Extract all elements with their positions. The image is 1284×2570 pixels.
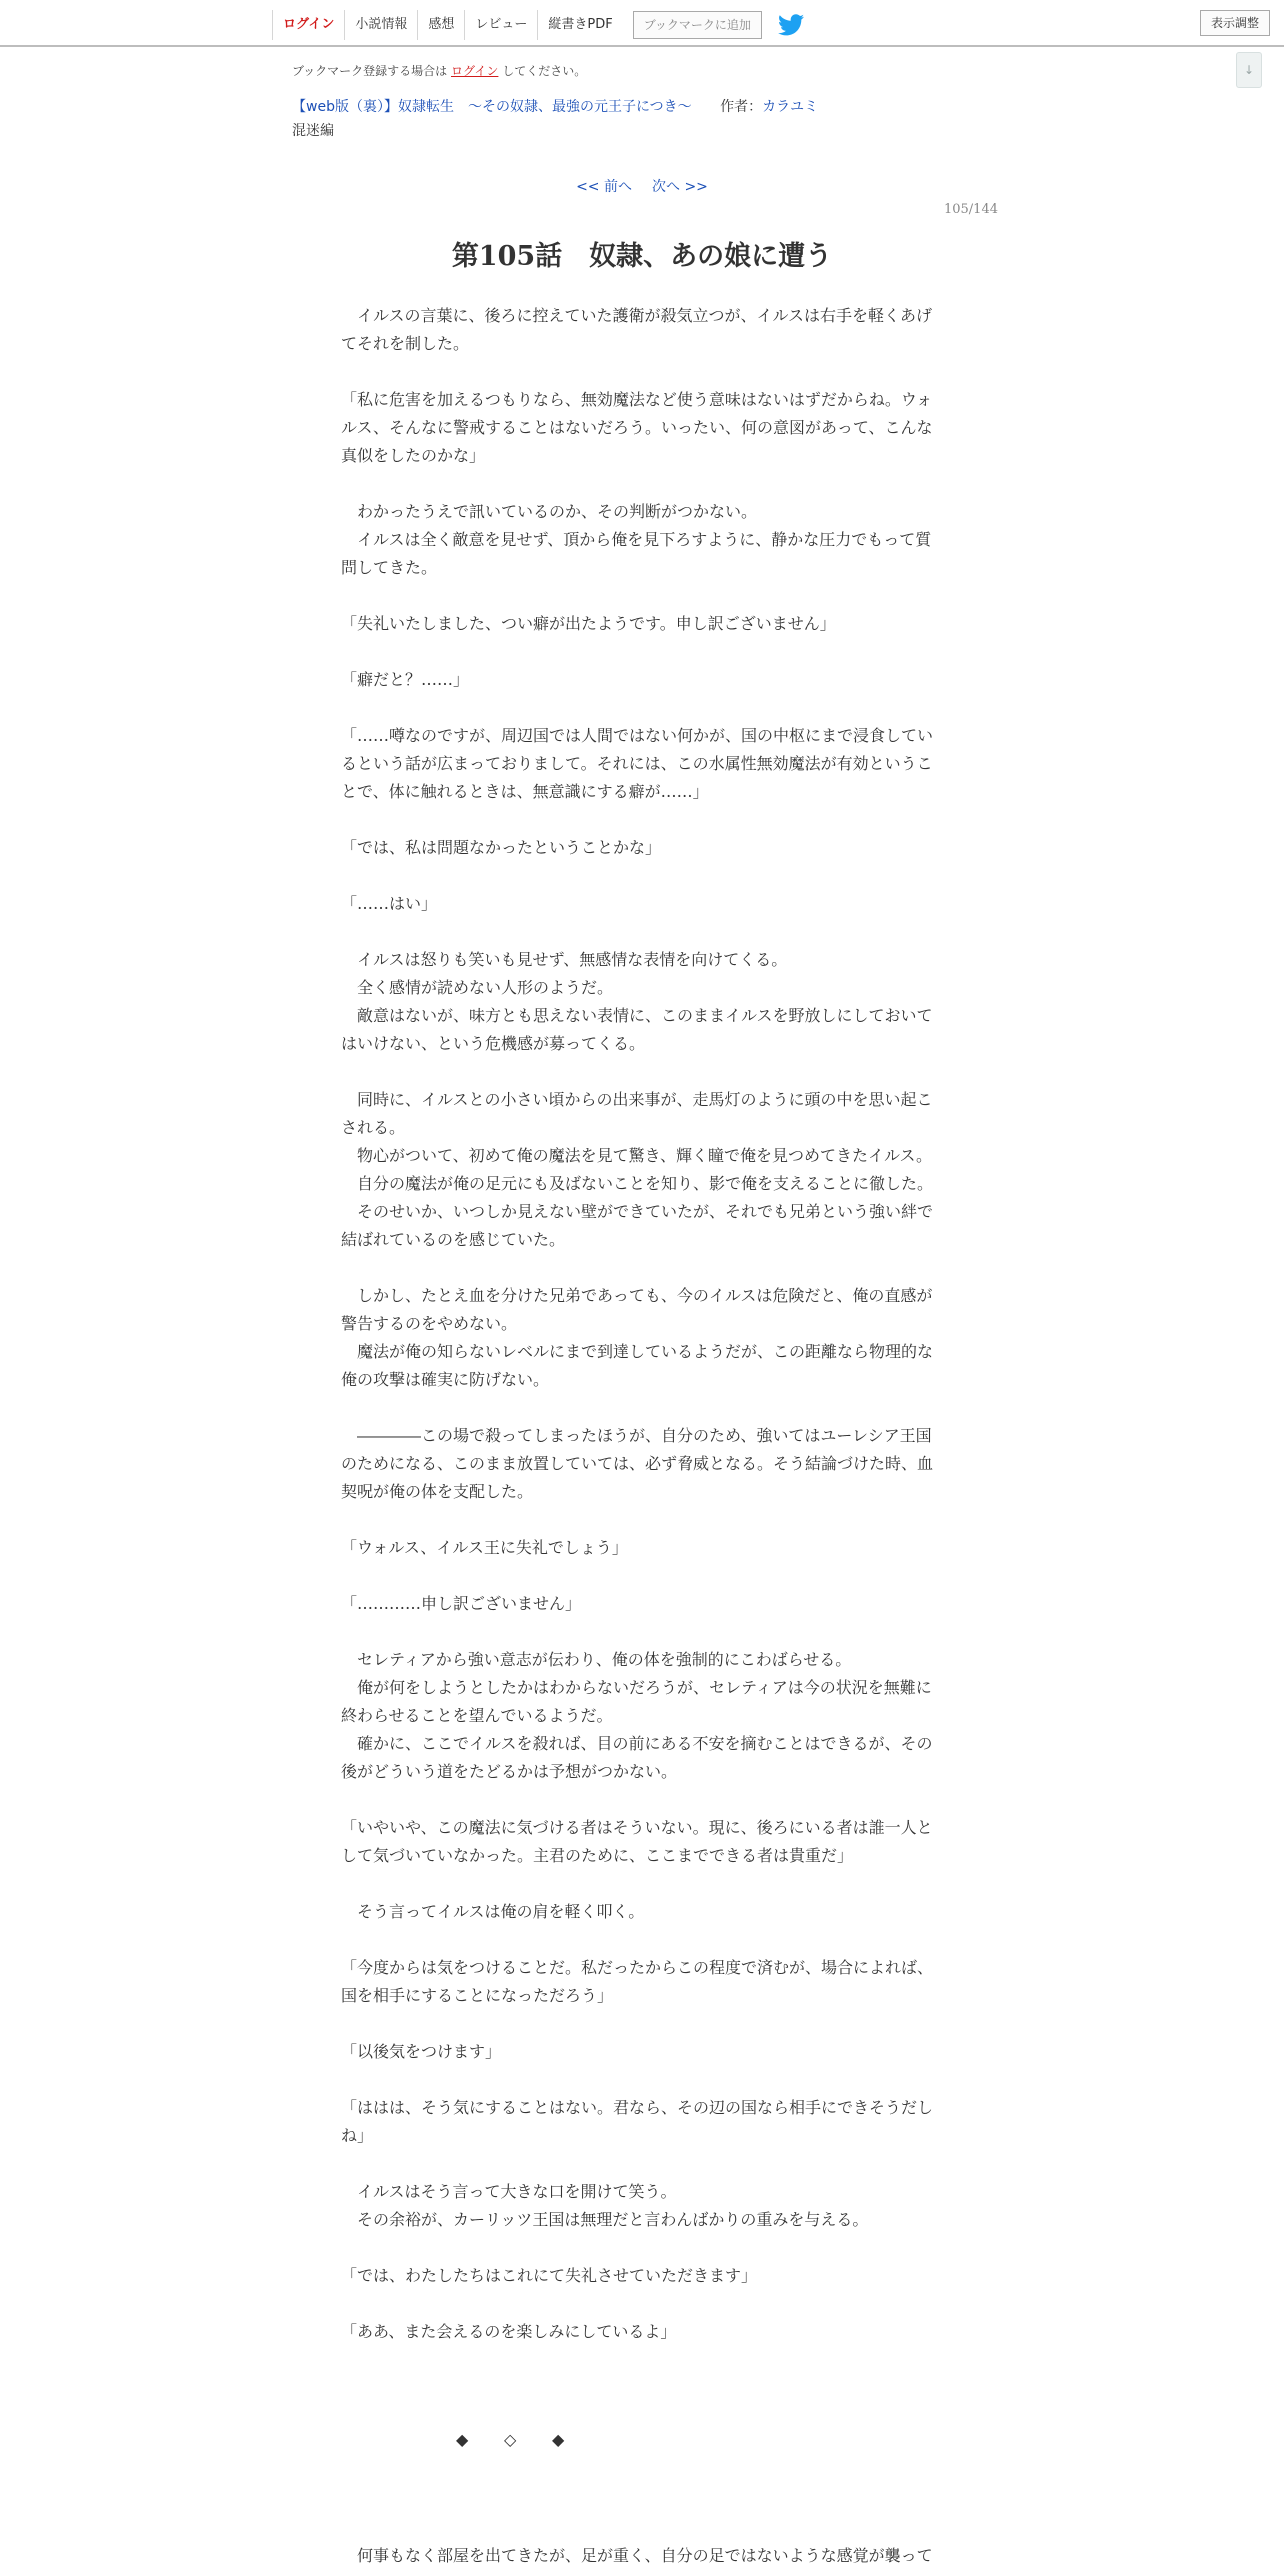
paragraph-gap [341,2234,941,2262]
scroll-down-tab[interactable]: ↓ [1236,52,1262,88]
body-paragraph: 全く感情が読めない人形のようだ。 [341,978,614,997]
paragraph-gap [341,862,941,890]
paragraph-gap [341,918,941,946]
body-paragraph: 「ああ、また会えるのを楽しみにしているよ」 [341,2322,677,2341]
series-info [292,96,818,116]
nav-novel-info[interactable]: 小説情報 [344,10,417,40]
display-settings-button[interactable]: 表示調整 [1200,10,1270,36]
paragraph-gap [341,1254,941,1282]
body-paragraph: 「……はい」 [341,894,438,913]
body-paragraph: イルスはそう言って大きな口を開けて笑う。 [341,2182,677,2201]
separator-diamond: ◆ [552,2430,565,2449]
paragraph-gap [341,2066,941,2094]
body-paragraph: わかったうえで訊いているのか、その判断がつかない。 [341,502,758,521]
body-paragraph: 「では、私は問題なかったということかな」 [341,838,662,857]
chapter-group-name: 混迷編 [292,123,334,139]
paragraph-gap [341,1394,941,1422]
paragraph-gap [341,582,941,610]
body-continuation: 何事もなく部屋を出てきたが、足が重く、自分の足ではないような感覚が襲って [341,2546,933,2565]
body-paragraph: 物心がついて、初めて俺の魔法を見て驚き、輝く瞳で俺を見つめてきたイルス。 [341,1146,933,1165]
bookmark-login-notice [292,62,586,79]
body-paragraph: 「今度からは気をつけることだ。私だったからこの程度で済むが、場合によれば、国を相手にすることになっただろう」 [341,1958,934,2005]
series-title-link[interactable]: 【web版（裏）】奴隷転生 ～その奴隷、最強の元王子につき～ [292,99,692,115]
body-paragraph: しかし、たとえ血を分けた兄弟であっても、今のイルスは危険だと、俺の直感が警告するのをやめない。 [341,1286,933,1333]
body-paragraph: 「癖だと？……」 [341,670,470,689]
body-paragraph: そう言ってイルスは俺の肩を軽く叩く。 [341,1902,645,1921]
novel-body [341,302,941,2346]
add-bookmark-button[interactable]: ブックマークに追加 [633,11,762,39]
chapter-pager [0,176,1284,196]
paragraph-gap [341,1618,941,1646]
body-paragraph: 「以後気をつけます」 [341,2042,502,2061]
section-separator [456,2430,600,2449]
body-paragraph: 「ははは、そう気にすることはない。君なら、その辺の国なら相手にできそうだしね」 [341,2098,934,2145]
paragraph-gap [341,2150,941,2178]
body-paragraph: 俺が何をしようとしたかはわからないだろうが、セレティアは今の状況を無難に終わらせることを望んでいるようだ。 [341,1678,932,1725]
paragraph-gap [341,1926,941,1954]
notice-login-link[interactable]: ログイン [451,64,499,78]
paragraph-gap [341,2290,941,2318]
body-paragraph: イルスは全く敵意を見せず、頂から俺を見下ろすように、静かな圧力でもって質問してきた。 [341,530,932,577]
next-chapter-link[interactable]: 次へ >> [652,179,708,195]
nav-review[interactable]: レビュー [464,10,537,40]
top-navigation-bar [0,0,1284,47]
body-paragraph: 同時に、イルスとの小さい頃からの出来事が、走馬灯のように頭の中を思い起こされる。 [341,1090,933,1137]
paragraph-gap [341,806,941,834]
body-paragraph: 確かに、ここでイルスを殺れば、目の前にある不安を摘むことはできるが、その後がどういう道をたどるかは予想がつかない。 [341,1734,933,1781]
body-paragraph: その余裕が、カーリッツ王国は無理だと言わんばかりの重みを与える。 [341,2210,869,2229]
paragraph-gap [341,1506,941,1534]
paragraph-gap [341,694,941,722]
body-paragraph: 「…………申し訳ございません」 [341,1594,582,1613]
body-paragraph: イルスは怒りも笑いも見せず、無感情な表情を向けてくる。 [341,950,788,969]
paragraph-gap [341,2010,941,2038]
body-paragraph: 「では、わたしたちはこれにて失礼させていただきます」 [341,2266,758,2285]
body-paragraph: 敵意はないが、味方とも思えない表情に、このままイルスを野放しにしておいてはいけない、という危機感が募ってくる。 [341,1006,933,1053]
body-paragraph: セレティアから強い意志が伝わり、俺の体を強制的にこわばらせる。 [341,1650,852,1669]
paragraph-gap [341,1058,941,1086]
paragraph-gap [341,358,941,386]
nav-vertical-pdf[interactable]: 縦書きPDF [537,10,622,40]
paragraph-gap [341,1786,941,1814]
page-count: 105/144 [943,202,998,217]
separator-diamond: ◆ [456,2430,469,2449]
nav-impressions[interactable]: 感想 [417,10,464,40]
author-label: 作者： [720,99,763,115]
paragraph-gap [341,1562,941,1590]
prev-chapter-link[interactable]: << 前へ [576,179,632,195]
notice-prefix: ブックマーク登録する場合は [292,64,448,78]
paragraph-gap [341,1870,941,1898]
body-paragraph: 魔法が俺の知らないレベルにまで到達しているようだが、この距離なら物理的な俺の攻撃は確実に防げない。 [341,1342,934,1389]
body-paragraph: 「失礼いたしました、つい癖が出たようです。申し訳ございません」 [341,614,836,633]
body-paragraph: 「……噂なのですが、周辺国では人間ではない何かが、国の中枢にまで浸食しているという話が広まっておりまして。それには、この水属性無効魔法が有効ということで、体に触れるときは、無意識にする癖が……」 [341,726,934,801]
paragraph-gap [341,638,941,666]
author-link[interactable]: カラユミ [762,99,819,115]
body-paragraph: 「私に危害を加えるつもりなら、無効魔法など使う意味はないはずだからね。ウォルス、そんなに警戒することはないだろう。いったい、何の意図があって、こんな真似をしたのかな」 [341,390,933,465]
body-paragraph: ――――この場で殺ってしまったほうが、自分のため、強いてはユーレシア王国のためになる、このまま放置していては、必ず脅威となる。そう結論づけた時、血契呪が俺の体を支配した。 [341,1426,934,1501]
notice-suffix: してください。 [502,64,587,78]
paragraph-gap [341,470,941,498]
chapter-title: 第105話 奴隷、あの娘に遭う [451,241,833,272]
separator-diamond-outline: ◇ [504,2430,517,2449]
body-paragraph: 「ウォルス、イルス王に失礼でしょう」 [341,1538,628,1557]
body-paragraph: 自分の魔法が俺の足元にも及ばないことを知り、影で俺を支えることに徹した。 [341,1174,934,1193]
body-paragraph: イルスの言葉に、後ろに控えていた護衛が殺気立つが、イルスは右手を軽くあげてそれを制した。 [341,306,933,353]
nav-menu [272,8,804,42]
nav-login[interactable]: ログイン [272,10,344,40]
body-paragraph: そのせいか、いつしか見えない壁ができていたが、それでも兄弟という強い絆で結ばれているのを感じていた。 [341,1202,934,1249]
twitter-bird-icon[interactable] [778,14,804,36]
body-paragraph: 「いやいや、この魔法に気づける者はそういない。現に、後ろにいる者は誰一人として気づいていなかった。主君のために、ここまでできる者は貴重だ」 [341,1818,933,1865]
